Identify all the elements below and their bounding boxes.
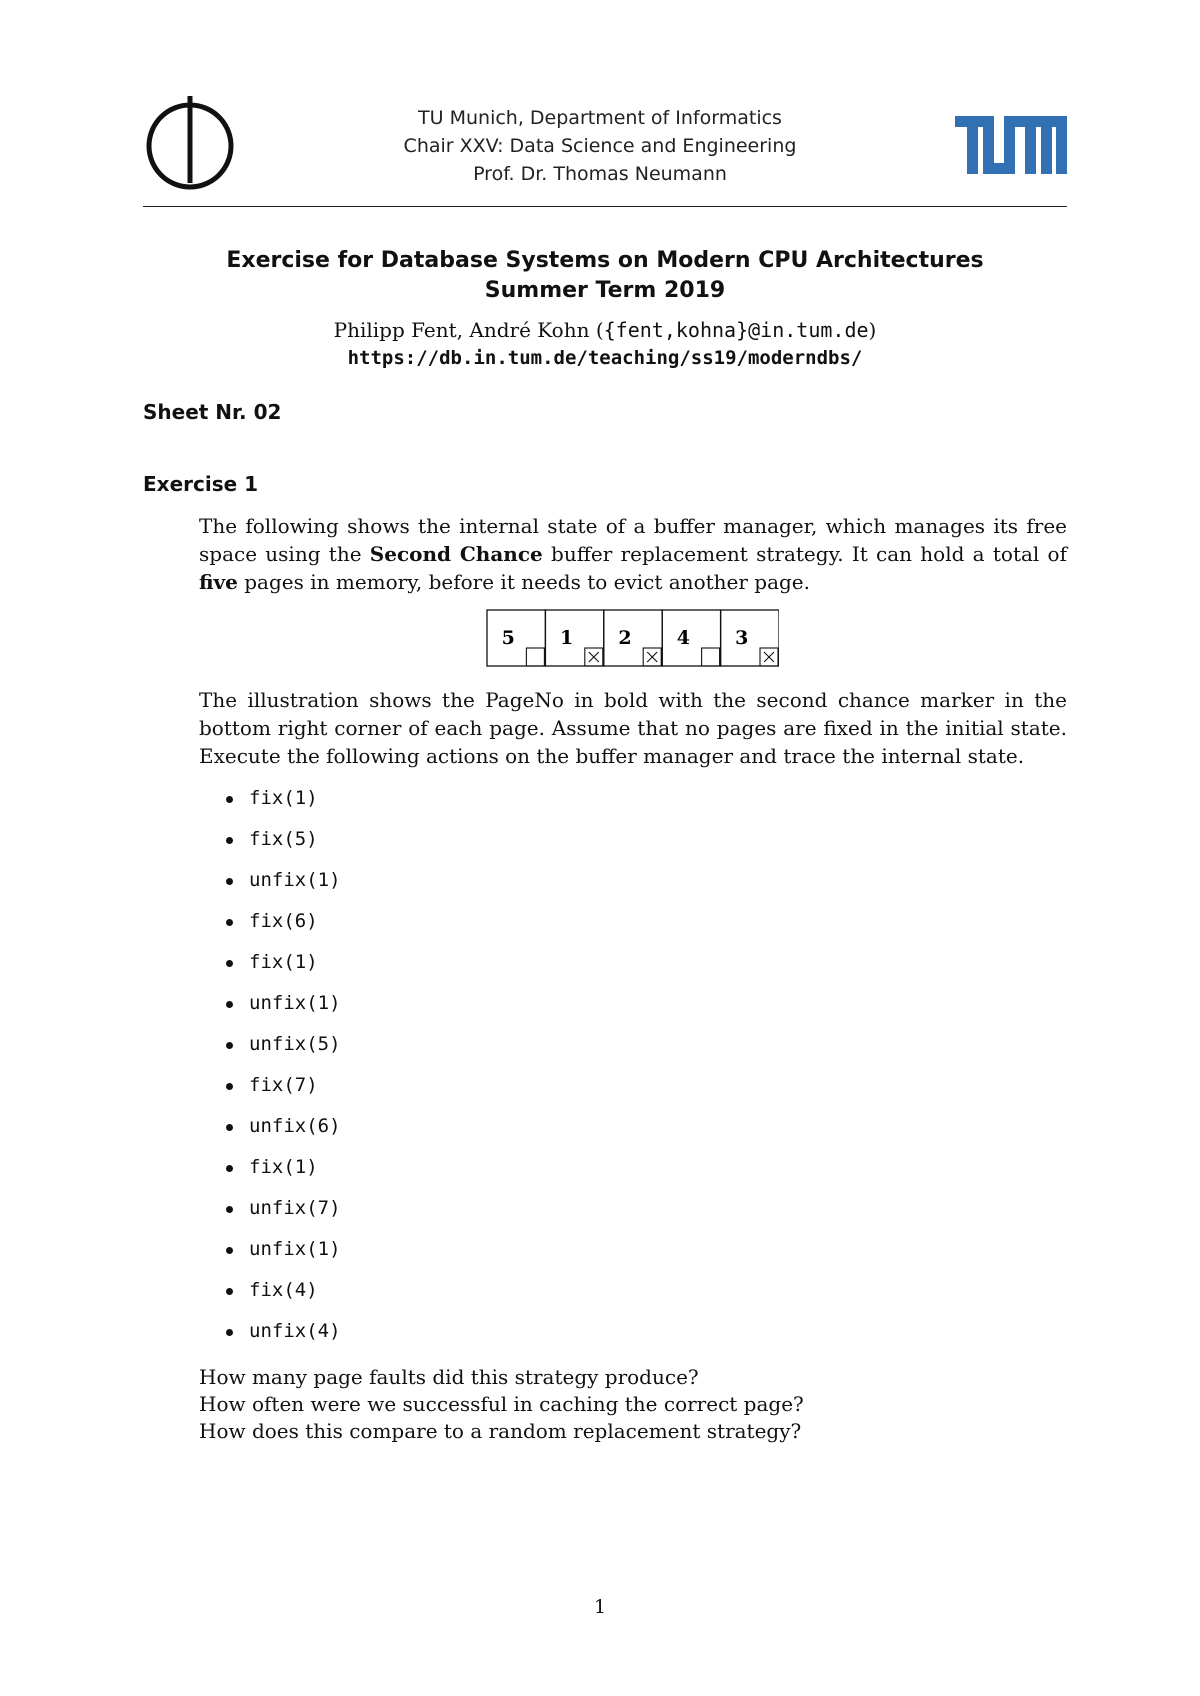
authors-line — [143, 316, 1067, 344]
action-item — [199, 1112, 341, 1153]
buffer-capacity: five — [199, 570, 238, 594]
action-item — [199, 784, 341, 825]
bullet-icon — [226, 796, 233, 803]
action-item — [199, 825, 341, 866]
action-text: fix(1) — [249, 951, 318, 973]
question-cache-hits: How often were we successful in caching the correct page? — [199, 1392, 804, 1416]
page-number: 1 — [593, 1596, 607, 1618]
bullet-icon — [226, 1042, 233, 1049]
buffer-page-frame — [662, 610, 720, 666]
action-item — [199, 1071, 341, 1112]
authors-email: {fent,kohna}@in.tum.de — [603, 318, 869, 342]
title-block — [143, 246, 1067, 372]
buffer-page-number: 2 — [618, 627, 632, 649]
action-text: fix(7) — [249, 1074, 318, 1096]
bullet-icon — [226, 1206, 233, 1213]
buffer-page-1 — [545, 610, 603, 666]
header-line-university: TU Munich, Department of Informatics — [418, 107, 782, 129]
action-item — [199, 1276, 341, 1317]
action-text: fix(1) — [249, 1156, 318, 1178]
action-text: fix(5) — [249, 828, 318, 850]
bullet-icon — [226, 1247, 233, 1254]
action-text: unfix(6) — [249, 1115, 341, 1137]
exercise-heading: Exercise 1 — [143, 472, 259, 496]
buffer-page-number: 5 — [501, 627, 515, 649]
header-line-professor: Prof. Dr. Thomas Neumann — [473, 163, 727, 185]
buffer-page-number: 4 — [676, 627, 691, 649]
authors-close: ) — [868, 318, 877, 342]
bullet-icon — [226, 919, 233, 926]
action-item — [199, 1235, 341, 1276]
buffer-state-diagram — [486, 609, 779, 667]
action-item — [199, 1317, 341, 1358]
questions-block — [199, 1364, 804, 1445]
intro-text-2: buffer replacement strategy. It can hold a total of — [542, 542, 1068, 566]
header-divider — [143, 206, 1067, 207]
action-item — [199, 1030, 341, 1071]
bullet-icon — [226, 1124, 233, 1131]
course-url: https://db.in.tum.de/teaching/ss19/moderndbs/ — [347, 347, 863, 369]
bullet-icon — [226, 878, 233, 885]
action-text: unfix(5) — [249, 1033, 341, 1055]
fakultaet-informatik-logo-icon — [143, 94, 237, 194]
action-text: unfix(7) — [249, 1197, 341, 1219]
action-item — [199, 989, 341, 1030]
action-item — [199, 1153, 341, 1194]
question-random-comparison: How does this compare to a random replacement strategy? — [199, 1419, 802, 1443]
strategy-name: Second Chance — [369, 542, 543, 566]
intro-text-1: The following shows the internal state of a buffer manager, which manages its free space using the — [199, 514, 1067, 566]
institution-header — [360, 104, 840, 188]
action-text: unfix(1) — [249, 869, 341, 891]
action-text: fix(1) — [249, 787, 318, 809]
intro-paragraph — [199, 512, 1067, 596]
action-item — [199, 907, 341, 948]
action-text: unfix(4) — [249, 1320, 341, 1342]
bullet-icon — [226, 1288, 233, 1295]
term-title: Summer Term 2019 — [484, 278, 726, 303]
buffer-page-number: 1 — [559, 627, 574, 649]
bullet-icon — [226, 837, 233, 844]
second-chance-marker — [526, 648, 544, 666]
bullet-icon — [226, 960, 233, 967]
actions-list — [199, 784, 341, 1358]
action-text: fix(6) — [249, 910, 318, 932]
tum-logo-icon — [955, 116, 1067, 174]
second-chance-marker — [702, 648, 720, 666]
sheet-number: Sheet Nr. 02 — [143, 400, 282, 424]
question-page-faults: How many page faults did this strategy produce? — [199, 1365, 699, 1389]
action-item — [199, 1194, 341, 1235]
explanation-paragraph: The illustration shows the PageNo in bold with the second chance marker in the bottom right corner of each page. Assume that no pages are fixed in the initial state. Execute the following actions on the buffer manager and trace the internal state. — [199, 688, 1067, 768]
exercise-title: Exercise for Database Systems on Modern CPU Architectures — [226, 248, 984, 273]
action-item — [199, 866, 341, 907]
action-item — [199, 948, 341, 989]
bullet-icon — [226, 1083, 233, 1090]
buffer-page-5 — [487, 610, 545, 666]
action-text: unfix(1) — [249, 992, 341, 1014]
header-line-chair: Chair XXV: Data Science and Engineering — [403, 135, 797, 157]
intro-text-3: pages in memory, before it needs to evict another page. — [237, 570, 810, 594]
buffer-page-frame — [487, 610, 545, 666]
buffer-page-4 — [662, 610, 720, 666]
buffer-page-3 — [721, 610, 779, 666]
bullet-icon — [226, 1165, 233, 1172]
buffer-page-2 — [604, 610, 662, 666]
action-text: unfix(1) — [249, 1238, 341, 1260]
action-text: fix(4) — [249, 1279, 318, 1301]
buffer-page-number: 3 — [735, 627, 749, 649]
bullet-icon — [226, 1329, 233, 1336]
authors-names: Philipp Fent, André Kohn ( — [333, 318, 604, 342]
bullet-icon — [226, 1001, 233, 1008]
